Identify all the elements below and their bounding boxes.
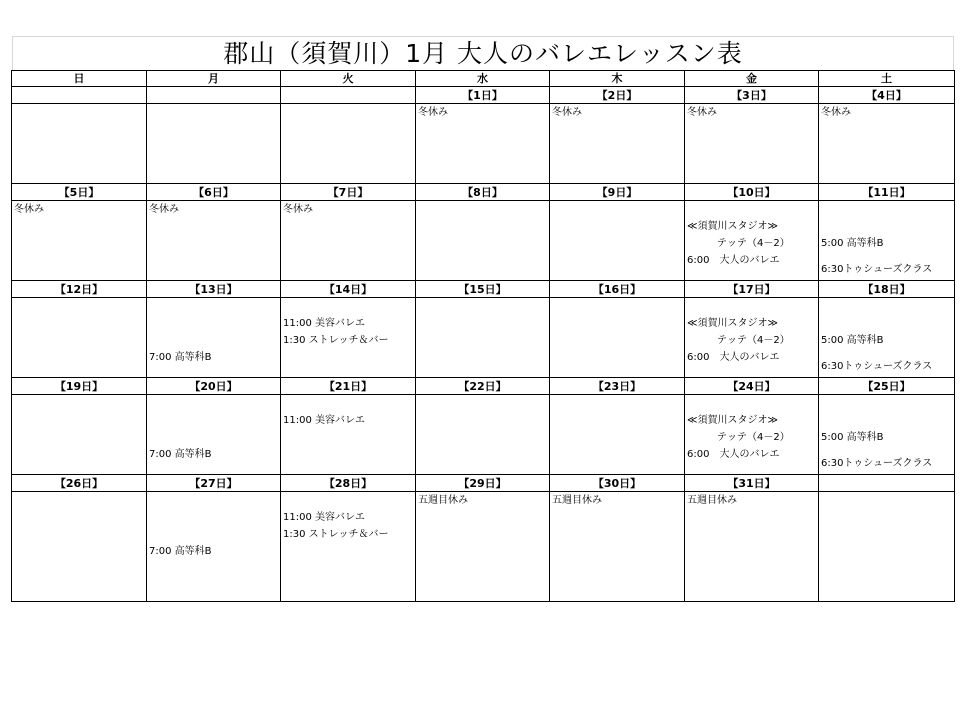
day-cell (685, 298, 819, 378)
holiday-notice: 冬休み (283, 204, 313, 215)
lesson-entry: テッテ（4－2） (717, 432, 790, 443)
day-date-label: 【14日】 (281, 281, 416, 298)
day-cell (281, 395, 416, 475)
day-date-label: 【7日】 (281, 184, 416, 201)
day-date-label (12, 87, 147, 104)
week-body-row (12, 201, 955, 281)
day-date-label: 【27日】 (147, 475, 281, 492)
day-cell (12, 298, 147, 378)
day-date-label: 【18日】 (819, 281, 955, 298)
studio-label: ≪須賀川スタジオ≫ (687, 318, 778, 329)
week-date-row (12, 87, 955, 104)
day-date-label (281, 87, 416, 104)
day-cell (685, 201, 819, 281)
day-date-label: 【2日】 (550, 87, 685, 104)
lesson-entry: 1:30 ストレッチ＆バー (283, 529, 389, 540)
holiday-notice: 冬休み (14, 204, 44, 215)
page-title: 郡山（須賀川）1月 大人のバレエレッスン表 (12, 36, 954, 70)
day-date-label: 【9日】 (550, 184, 685, 201)
day-date-label: 【19日】 (12, 378, 147, 395)
day-cell (685, 492, 819, 602)
day-date-label: 【28日】 (281, 475, 416, 492)
day-date-label: 【30日】 (550, 475, 685, 492)
day-date-label: 【12日】 (12, 281, 147, 298)
day-date-label: 【21日】 (281, 378, 416, 395)
lesson-entry: 7:00 高等科B (149, 352, 212, 363)
day-cell (416, 298, 550, 378)
day-cell (12, 201, 147, 281)
day-cell (819, 298, 955, 378)
day-date-label: 【25日】 (819, 378, 955, 395)
day-cell (819, 395, 955, 475)
day-cell (550, 104, 685, 184)
lesson-entry: 7:00 高等科B (149, 546, 212, 557)
day-cell (147, 104, 281, 184)
day-date-label: 【11日】 (819, 184, 955, 201)
day-cell (550, 201, 685, 281)
day-cell (147, 492, 281, 602)
week-date-row (12, 378, 955, 395)
lesson-entry: 1:30 ストレッチ＆バー (283, 335, 389, 346)
lesson-entry: 6:30トゥシューズクラス (821, 360, 933, 372)
week-body-row (12, 395, 955, 475)
lesson-entry: 6:00 大人のバレエ (687, 352, 780, 363)
holiday-notice: 冬休み (149, 204, 179, 215)
weekday-thu: 木 (550, 71, 685, 87)
day-date-label: 【10日】 (685, 184, 819, 201)
lesson-entry: テッテ（4－2） (717, 238, 790, 249)
lesson-entry: 6:00 大人のバレエ (687, 255, 780, 266)
day-cell (147, 298, 281, 378)
weekday-tue: 火 (281, 71, 416, 87)
day-cell (819, 201, 955, 281)
weekday-mon: 月 (147, 71, 281, 87)
day-date-label: 【3日】 (685, 87, 819, 104)
day-cell (819, 492, 955, 602)
weekday-fri: 金 (685, 71, 819, 87)
day-cell (12, 395, 147, 475)
day-date-label: 【16日】 (550, 281, 685, 298)
weekday-sun: 日 (12, 71, 147, 87)
day-cell (550, 395, 685, 475)
lesson-entry: 11:00 美容バレエ (283, 318, 365, 329)
lesson-entry: 6:00 大人のバレエ (687, 449, 780, 460)
day-cell (550, 298, 685, 378)
day-date-label: 【22日】 (416, 378, 550, 395)
day-cell (281, 298, 416, 378)
lesson-entry: 11:00 美容バレエ (283, 415, 365, 426)
weekday-header-row (12, 71, 955, 87)
day-date-label: 【23日】 (550, 378, 685, 395)
day-cell (281, 201, 416, 281)
day-date-label (819, 475, 955, 492)
day-date-label: 【15日】 (416, 281, 550, 298)
weekday-sat: 土 (819, 71, 955, 87)
day-date-label: 【24日】 (685, 378, 819, 395)
day-cell (281, 104, 416, 184)
holiday-notice: 冬休み (552, 107, 582, 118)
day-cell (12, 492, 147, 602)
calendar-weeks (12, 87, 955, 602)
day-cell (685, 395, 819, 475)
day-date-label: 【29日】 (416, 475, 550, 492)
day-date-label: 【17日】 (685, 281, 819, 298)
day-date-label: 【8日】 (416, 184, 550, 201)
week-body-row (12, 298, 955, 378)
holiday-notice: 五週目休み (687, 495, 737, 506)
week-body-row (12, 104, 955, 184)
studio-label: ≪須賀川スタジオ≫ (687, 415, 778, 426)
lesson-entry: 11:00 美容バレエ (283, 512, 365, 523)
studio-label: ≪須賀川スタジオ≫ (687, 221, 778, 232)
lesson-calendar (11, 70, 955, 602)
day-cell (12, 104, 147, 184)
day-date-label: 【31日】 (685, 475, 819, 492)
lesson-entry: 5:00 高等科B (821, 238, 884, 249)
lesson-entry: 5:00 高等科B (821, 335, 884, 346)
holiday-notice: 冬休み (687, 107, 717, 118)
weekday-wed: 水 (416, 71, 550, 87)
day-date-label: 【6日】 (147, 184, 281, 201)
lesson-entry: 6:30トゥシューズクラス (821, 263, 933, 275)
day-cell (416, 395, 550, 475)
lesson-entry: テッテ（4－2） (717, 335, 790, 346)
holiday-notice: 冬休み (821, 107, 851, 118)
day-date-label (147, 87, 281, 104)
holiday-notice: 五週目休み (552, 495, 602, 506)
holiday-notice: 冬休み (418, 107, 448, 118)
day-cell (550, 492, 685, 602)
week-date-row (12, 475, 955, 492)
day-cell (416, 492, 550, 602)
day-cell (147, 201, 281, 281)
week-date-row (12, 281, 955, 298)
lesson-entry: 7:00 高等科B (149, 449, 212, 460)
day-date-label: 【26日】 (12, 475, 147, 492)
lesson-entry: 5:00 高等科B (821, 432, 884, 443)
day-cell (819, 104, 955, 184)
day-date-label: 【5日】 (12, 184, 147, 201)
day-cell (416, 201, 550, 281)
week-body-row (12, 492, 955, 602)
holiday-notice: 五週目休み (418, 495, 468, 506)
day-date-label: 【20日】 (147, 378, 281, 395)
lesson-entry: 6:30トゥシューズクラス (821, 457, 933, 469)
day-cell (416, 104, 550, 184)
day-cell (147, 395, 281, 475)
day-date-label: 【13日】 (147, 281, 281, 298)
day-cell (281, 492, 416, 602)
day-date-label: 【4日】 (819, 87, 955, 104)
day-date-label: 【1日】 (416, 87, 550, 104)
day-cell (685, 104, 819, 184)
week-date-row (12, 184, 955, 201)
